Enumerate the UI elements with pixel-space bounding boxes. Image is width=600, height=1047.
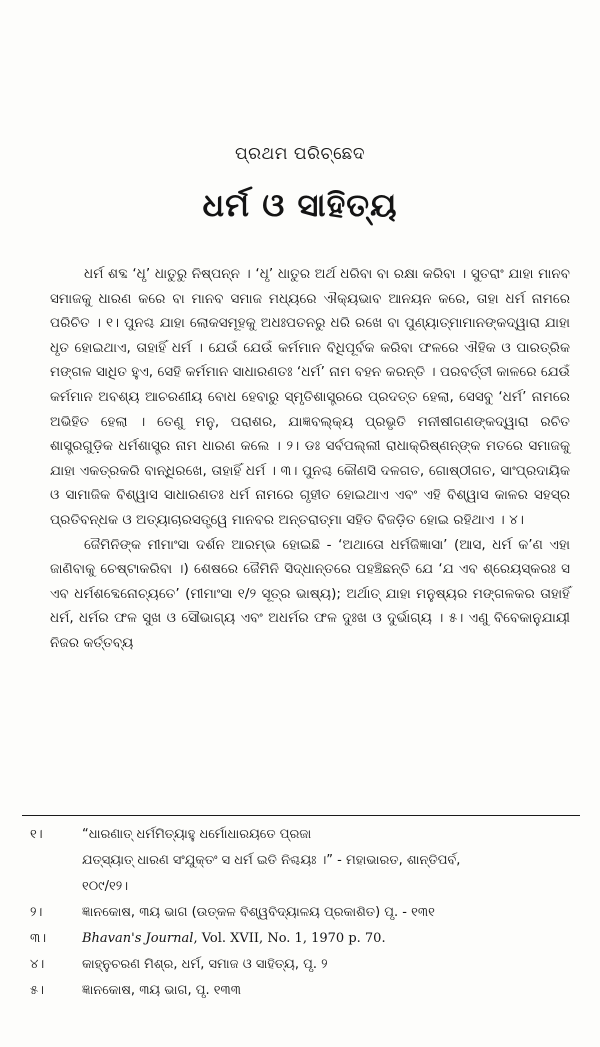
paragraph: ଜୈମିନିଙ୍କ ମୀମାଂସା ଦର୍ଶନ ଆରମ୍ଭ ହୋଇଛି - ‘ଅଥାତୋ ଧର୍ମଜିଜ୍ଞାସା’ (ଆସ, ଧର୍ମ କ’ଣ ଏହା ଜାଣିବାକୁ ଚେଷ୍ଟାକରିବା ।) ଶେଷରେ ଜୈମିନି ସିଦ୍ଧାନ୍ତରେ ପହଞ୍ଚିଛନ୍ତି ଯେ ‘ଯ ଏବ ଶ୍ରେୟସ୍କରଃ ସ ଏବ ଧର୍ମଶବ୍ଦେନୋଚ୍ୟତେ’ (ମୀମାଂସା ୧/୨ ସୂତ୍ର ଭାଷ୍ୟ); ଅର୍ଥାତ୍ ଯାହା ମନୁଷ୍ୟର ମଙ୍ଗଳକର ତାହାହିଁ ଧର୍ମ, ଧର୍ମର ଫଳ ସୁଖ ଓ ସୌଭାଗ୍ୟ ଏବଂ ଅଧର୍ମର ଫଳ ଦୁଃଖ ଓ ଦୁର୍ଭାଗ୍ୟ । ୫। ଏଣୁ ବିବେକାନୁଯାୟୀ ନିଜର କର୍ତ୍ତବ୍ୟ — [50, 536, 570, 651]
footnote-text — [82, 926, 580, 952]
journal-citation: , Vol. XVII, No. 1, 1970 p. 70. — [193, 931, 386, 946]
footnote-continuation: ଯତ୍‌ସ୍ୟାତ୍ ଧାରଣ ସଂଯୁକ୍ତଂ ସ ଧର୍ମ ଇତି ନିଶ୍ଚୟଃ ।” - ମହାଭାରତ, ଶାନ୍ତିପର୍ବ, — [82, 853, 461, 868]
footnote-number: ୫। — [30, 983, 44, 998]
footnote-number: ୪। — [30, 957, 45, 972]
footnotes — [30, 822, 580, 1004]
footnote-divider — [22, 815, 580, 816]
chapter-title: ଧର୍ମ ଓ ସାହିତ୍ୟ — [202, 186, 398, 224]
footnote-number: ୨। — [30, 905, 43, 920]
footnote-text: “ଧାରଣାତ୍ ଧର୍ମମିତ୍ୟାହୁ ଧର୍ମୋଧାରୟତେ ପ୍ରଜା — [82, 827, 312, 842]
body-text — [50, 262, 570, 656]
footnote-text: ଜ୍ଞାନକୋଷ, ୩ୟ ଭାଗ (ଉତ୍କଳ ବିଶ୍ୱବିଦ୍ୟାଳୟ ପ୍ରକାଶିତ) ପୃ. - ୧୩୧ — [82, 905, 435, 920]
footnote — [30, 900, 580, 926]
journal-title: Bhavan's Journal — [82, 931, 194, 946]
footnote-number: ୩। — [30, 931, 47, 946]
paragraph: ଧର୍ମ ଶବ୍ଦ ‘ଧୃ’ ଧାତୁରୁ ନିଷ୍ପନ୍ନ । ‘ଧୃ’ ଧାତୁର ଅର୍ଥ ଧରିବା ବା ରକ୍ଷା କରିବା । ସୁତରାଂ ଯାହା ମାନବ ସମାଜକୁ ଧାରଣ କରେ ବା ମାନବ ସମାଜ ମଧ୍ୟରେ ଐକ୍ୟଭାବ ଆନୟନ କରେ, ତାହା ଧର୍ମ ନାମରେ ପରିଚିତ । ୧। ପୁନଶ୍ଚ ଯାହା ଲୋକସମୂହକୁ ଅଧଃପତନରୁ ଧରି ରଖେ ବା ପୁଣ୍ୟାତ୍ମାମାନଙ୍କଦ୍ୱାରା ଯାହା ଧୃତ ହୋଇଥାଏ, ତାହାହିଁ ଧର୍ମ । ଯେଉଁ ଯେଉଁ କର୍ମମାନ ବିଧିପୂର୍ବକ କରିବା ଫଳରେ ଐହିକ ଓ ପାରତ୍ରିକ ମଙ୍ଗଳ ସାଧିତ ହୁଏ, ସେହି କର୍ମମାନ ସାଧାରଣତଃ ‘ଧର୍ମ’ ନାମ ବହନ କରନ୍ତି । ପରବର୍ତ୍ତୀ କାଳରେ ଯେଉଁ କର୍ମମାନ ଅବଶ୍ୟ ଆଚରଣୀୟ ବୋଧ ହେବାରୁ ସ୍ମୃତିଶାସ୍ତ୍ରରେ ପ୍ରଦତ୍ତ ହେଲା, ସେସବୁ ‘ଧର୍ମ’ ନାମରେ ଅଭିହିତ ହେଲା । ତେଣୁ ମନୁ, ପରାଶର, ଯାଜ୍ଞବଲ୍କ୍ୟ ପ୍ରଭୃତି ମନୀଷୀଗଣଙ୍କଦ୍ୱାରା ରଚିତ ଶାସ୍ତ୍ରଗୁଡ଼ିକ ଧର୍ମଶାସ୍ତ୍ର ନାମ ଧାରଣ କଲେ । ୨। ଡଃ ସର୍ବପଲ୍ଲୀ ରାଧାକ୍ରିଷ୍ଣନ୍‌ଙ୍କ ମତରେ ସମାଜକୁ ଯାହା ଏକତ୍ରକରି ବାନ୍ଧିରଖେ, ତାହାହିଁ ଧର୍ମ । ୩। ପୁନଶ୍ଚ କୌଣସି ଦଳଗତ, ଗୋଷ୍ଠୀଗତ, ସାଂପ୍ରଦାୟିକ ଓ ସାମାଜିକ ବିଶ୍ୱାସ ସାଧାରଣତଃ ଧର୍ମ ନାମରେ ଗୃହୀତ ହୋଇଥାଏ ଏବଂ ଏହି ବିଶ୍ୱାସ କାଳର ସହସ୍ର ପ୍ରତିବନ୍ଧକ ଓ ଅତ୍ୟାଚାରସତ୍ତ୍ୱେ ମାନବର ଅନ୍ତରାତ୍ମା ସହିତ ବିଜଡ଼ିତ ହୋଇ ରହିଥାଏ । ୪। — [50, 266, 570, 528]
footnote-text: କାହ୍ନୁଚରଣ ମିଶ୍ର, ଧର୍ମ, ସମାଜ ଓ ସାହିତ୍ୟ, ପୃ. ୨ — [82, 957, 328, 972]
chapter-label: ପ୍ରଥମ ପରିଚ୍ଛେଦ — [234, 144, 366, 164]
footnote-continuation: ୧୦୯/୧୨। — [82, 879, 129, 894]
footnote — [30, 978, 580, 1004]
footnote — [30, 926, 580, 952]
footnote — [30, 822, 580, 848]
footnote — [30, 952, 580, 978]
footnote-text: ଜ୍ଞାନକୋଷ, ୩ୟ ଭାଗ, ପୃ. ୧୩୩ — [82, 983, 241, 998]
footnote-number: ୧। — [30, 827, 43, 842]
